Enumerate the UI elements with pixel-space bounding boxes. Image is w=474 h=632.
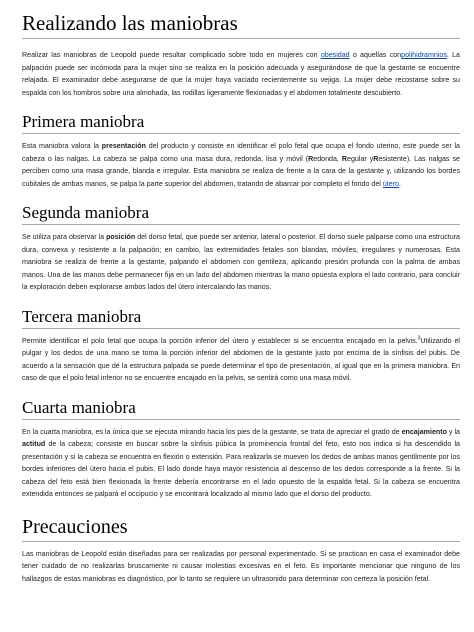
heading-cuarta-maniobra: Cuarta maniobra [22, 397, 460, 420]
intro-paragraph [22, 49, 460, 99]
intro-text-3: . La palpación puede ser incómoda para la mujer sino se realiza en la posición adecuada y asegurándose de que la gestante se encuentre relajada. El examinador debe asegurarse de que la mujer haya vaciado recientemente su vejiga. La mujer debe recostarse sobre su espalda con los hombros sobre una almohada, las rodillas ligeramente flexionadas y el abdomen totalmente descubierto. [22, 51, 460, 97]
link-utero[interactable]: útero [382, 179, 399, 188]
s4-text-3: de la cabeza; consiste en buscar sobre la sínfisis púbica la prominencia frontal del feto, esto nos indica si ha descendido la presentación y si la cabeza se encuentra en flexión o extensión. Para realizarla se mueven los dedos de ambas manos gentilmente por los bordes inferiores del útero hacia el pubis. El lado donde haya mayor resistencia al descenso de los dedos corresponde a la frente. Si la cabeza del feto está bien flexionada la frente debería encontrarse en el lado opuesto de la espalda fetal. Si la cabeza se encuentra extendida entonces se palpará el occipucio y se encontrará localizado al mismo lado que el dorso del producto. [22, 440, 460, 498]
s2-text-1: Se utiliza para observar la [22, 233, 107, 241]
tercera-maniobra-paragraph [22, 335, 460, 385]
heading-tercera-maniobra: Tercera maniobra [22, 306, 460, 329]
s3-text-1: Permite identificar el polo fetal que ocupa la porción inferior del útero y establecer si se encuentra encajado en la pelvis. [22, 336, 418, 345]
s1-bold-presentacion: presentación [101, 142, 146, 150]
link-obesidad[interactable]: obesidad [320, 51, 350, 59]
s1-bold-r1: R [308, 154, 314, 163]
cuarta-maniobra-paragraph [22, 426, 460, 501]
s4-bold-encajamiento: encajamiento [401, 427, 447, 436]
page-title: Realizando las maniobras [22, 10, 460, 39]
s1-text-6: . [399, 179, 401, 188]
s1-text-5: esistente). Las nalgas se perciben como una masa grande, blanda e irregular. Esta maniobra se realiza de frente a la cara de la gestante y, utilizando los bordes cubitales de ambas manos, se palpa la parte superior del abdomen, tratando de abarcar por completo el fondo del [22, 154, 460, 188]
s1-text-4: egular y [347, 154, 374, 163]
s1-text-1: Esta maniobra valora la [22, 142, 102, 150]
intro-text-2: o aquellas con [349, 51, 402, 59]
s4-text-1: En la cuarta maniobra, es la única que se ejecuta mirando hacia los pies de la gestante, se trata de apreciar el grado de [22, 427, 402, 436]
s2-text-2: del dorso fetal, que puede ser anterior, lateral o posterior. El dorso suele palparse como una estructura dura, convexa y resistente a la palpación; en cambio, las extremidades fetales son blandas, móviles, irregulares y numerosas. Esta maniobra se realiza de frente a la gestante, palpando el abdomen con gentileza, aplicando presión profunda con la palma de ambas manos. Una de las manos debe permanecer fija en un lado del abdomen mientras la mano opuesta explora el lado contrario, para concluir la exploración deben explorarse ambos lados del útero intercalando las manos. [22, 233, 460, 291]
s5-text-1: Las maniobras de Leopold están diseñadas para ser realizadas por personal experimentado. Si se practican en casa el examinador debe tener cuidado de no realizarlas bruscamente ni causar molestias excesivas en el feto. Es importante mencionar que ninguno de los hallazgos de estas maniobras es diagnóstico, por lo tanto se requiere un ultrasonido para determinar con certeza la posición fetal. [22, 549, 460, 583]
link-polihidramnios[interactable]: polihidramnios [401, 51, 447, 59]
s4-bold-actitud: actitud [22, 440, 46, 448]
s1-bold-r3: R [373, 154, 379, 163]
s1-bold-r2: R [341, 154, 348, 163]
reference-marker[interactable]: 3 [417, 335, 421, 342]
heading-precauciones: Precauciones [22, 515, 460, 542]
s1-text-3: edonda, [313, 154, 342, 163]
precauciones-paragraph [22, 548, 460, 586]
s1-text-2: del producto y consiste en identificar el polo fetal que ocupa el fondo uterino, este puede ser la cabeza o las nalgas. La cabeza se palpa como una masa dura, redonda, lisa y móvil ( [22, 142, 460, 163]
heading-primera-maniobra: Primera maniobra [22, 111, 460, 134]
intro-text-1: Realizar las maniobras de Leopold puede resultar complicado sobre todo en mujeres con [22, 51, 321, 59]
heading-segunda-maniobra: Segunda maniobra [22, 202, 460, 225]
s4-text-2: y la [446, 427, 460, 436]
primera-maniobra-paragraph [22, 140, 460, 190]
segunda-maniobra-paragraph [22, 231, 460, 294]
s3-text-2: Utilizando el pulgar y los dedos de una mano se toma la porción inferior del abdomen de la gestante justo por encima de la sínfisis del pubis. De acuerdo a la sensación que dé la estructura palpada se puede determinar el tipo de presentación, al igual que en la primera maniobra. En caso de que el polo fetal inferior no se encuentre encajado en la pelvis, se sentirá como una masa móvil. [22, 336, 460, 382]
s2-bold-posicion: posición [106, 233, 136, 241]
